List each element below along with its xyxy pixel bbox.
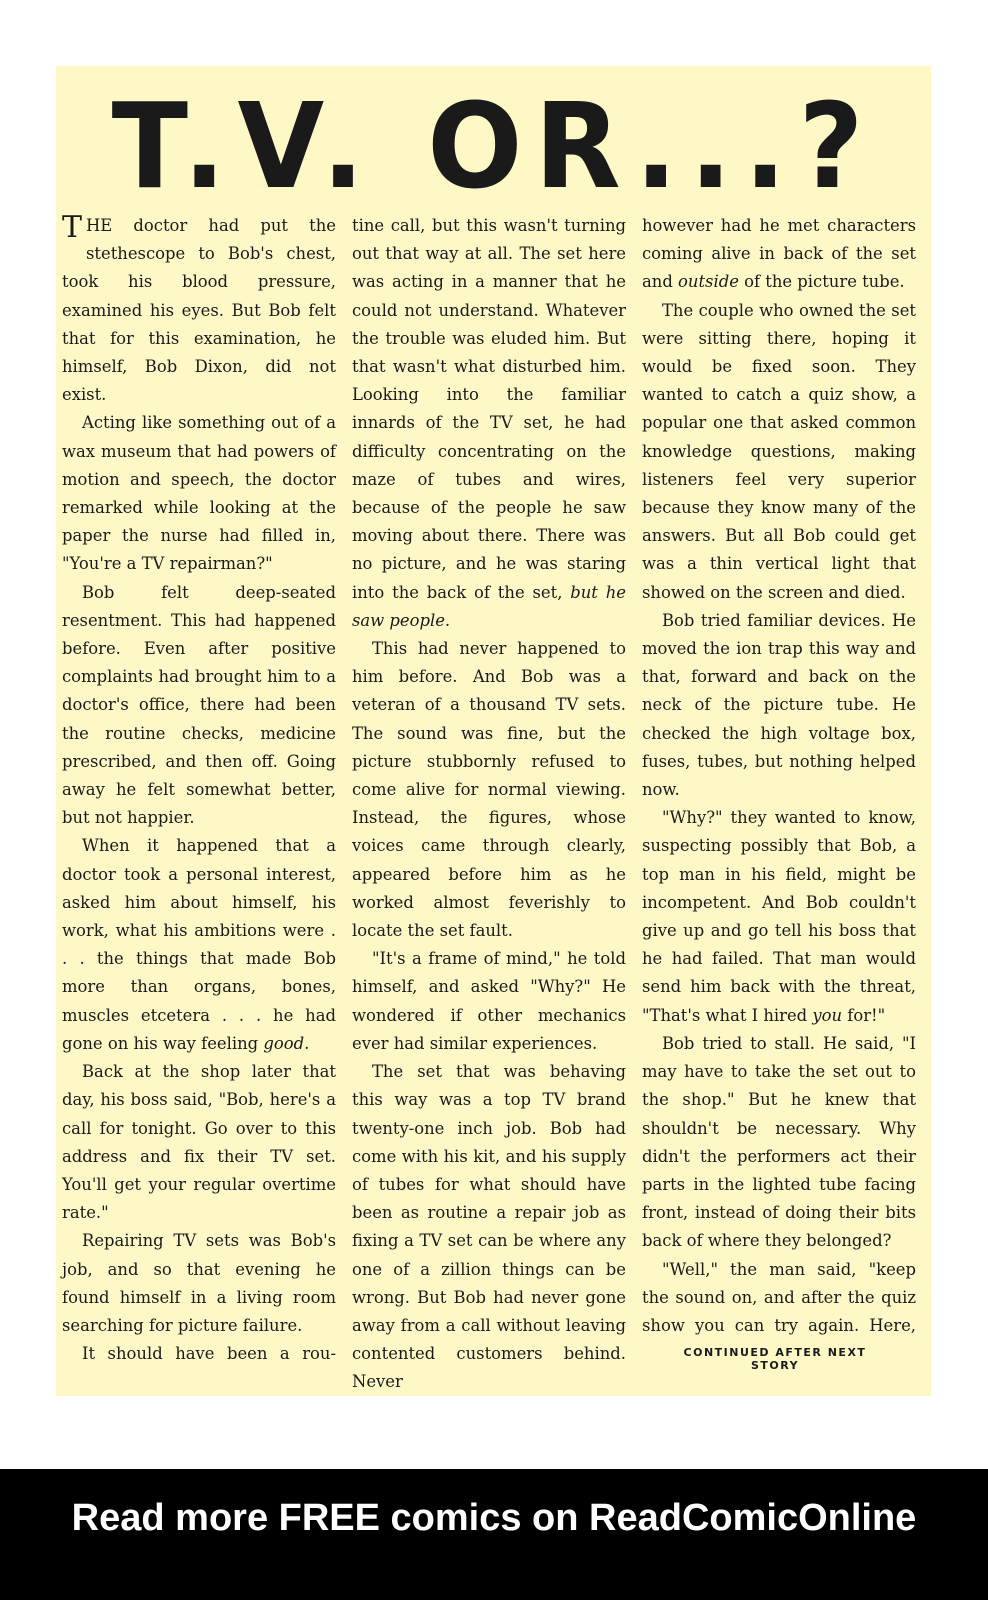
paragraph: tine call, but this wasn't turning out that way at all. The set here was acting in a manner that he could not understand. Whatever the trouble was eluded him. But that wasn't what disturbed him. Looking into the familiar innards of the TV set, he had difficulty concentrating on the maze of tubes and wires, because of the people he saw moving about there. There was no picture, and he was staring into the back of the set, but he saw people. xyxy=(352,216,626,630)
paragraph: The couple who owned the set were sitting there, hoping it would be fixed soon. They wanted to catch a quiz show, a popular one that asked common knowledge questions, making listeners feel very superior because they know many of the answers. But all Bob could get was a thin vertical light that showed on the screen and died. xyxy=(642,300,916,602)
paragraph: It should have been a rou- xyxy=(82,1344,336,1364)
text-column-3 xyxy=(642,212,916,1340)
text-column-2 xyxy=(352,212,626,1397)
paragraph: The set that was behaving this way was a top TV brand twenty-one inch job. Bob had come with his kit, and his supply of tubes for what should have been as routine a repair job as fixing a TV set can be where any one of a zillion things can be wrong. But Bob had never gone away from a call without leaving contented customers behind. Never xyxy=(352,1062,626,1392)
footer-link[interactable]: Read more FREE comics on ReadComicOnline xyxy=(71,1497,917,1539)
paragraph: "Why?" they wanted to know, suspecting possibly that Bob, a top man in his field, might be incompetent. And Bob couldn't give up and go tell his boss that he had failed. That man would send him back with the threat, "That's what I hired you for!" xyxy=(642,808,916,1025)
paragraph: however had he met characters coming alive in back of the set and outside of the picture tube. xyxy=(642,216,916,292)
story-page xyxy=(56,66,931,1396)
paragraph: When it happened that a doctor took a personal interest, asked him about himself, his work, what his ambitions were . . . the things that made Bob more than organs, bones, muscles etcetera . . . he had gone on his way feeling good. xyxy=(62,836,336,1053)
text-columns xyxy=(62,210,927,1392)
paragraph: THE doctor had put the stethescope to Bob's chest, took his blood pressure, examined his eyes. But Bob felt that for this examination, he himself, Bob Dixon, did not exist. xyxy=(62,210,336,405)
paragraph: Repairing TV sets was Bob's job, and so that evening he found himself in a living room searching for picture failure. xyxy=(62,1231,336,1335)
drop-cap: T xyxy=(62,210,83,245)
paragraph: "Well," the man said, "keep the sound on, and after the quiz show you can try again. Here, xyxy=(642,1259,916,1335)
paragraph: Bob tried to stall. He said, "I may have to take the set out to the shop." But he knew that shouldn't be necessary. Why didn't the performers act their parts in the lighted tube facing front, instead of doing their bits back of where they belonged? xyxy=(642,1033,916,1251)
paragraph: Bob tried familiar devices. He moved the ion trap this way and that, forward and back on the neck of the picture tube. He checked the high voltage box, fuses, tubes, but nothing helped now. xyxy=(642,610,916,800)
paragraph: Back at the shop later that day, his boss said, "Bob, here's a call for tonight. Go over to this address and fix their TV set. You'll get your regular overtime rate." xyxy=(62,1062,336,1223)
text-column-1 xyxy=(62,212,336,1368)
paragraph: This had never happened to him before. And Bob was a veteran of a thousand TV sets. The sound was fine, but the picture stubbornly refused to come alive for normal viewing. Instead, the figures, whose voices came through clearly, appeared before him as he worked almost feverishly to locate the set fault. xyxy=(352,639,626,941)
paragraph: Acting like something out of a wax museum that had powers of motion and speech, the doctor remarked while looking at the paper the nurse had filled in, "You're a TV repairman?" xyxy=(62,413,336,574)
continued-note: CONTINUED AFTER NEXT STORY xyxy=(683,1346,867,1372)
story-title: T.V. OR...? xyxy=(111,78,876,216)
paragraph: Bob felt deep-seated resentment. This had happened before. Even after positive complaints had brought him to a doctor's office, there had been the routine checks, medicine prescribed, and then off. Going away he felt somewhat better, but not happier. xyxy=(62,582,336,828)
paragraph: "It's a frame of mind," he told himself, and asked "Why?" He wondered if other mechanics ever had similar experiences. xyxy=(352,949,626,1053)
